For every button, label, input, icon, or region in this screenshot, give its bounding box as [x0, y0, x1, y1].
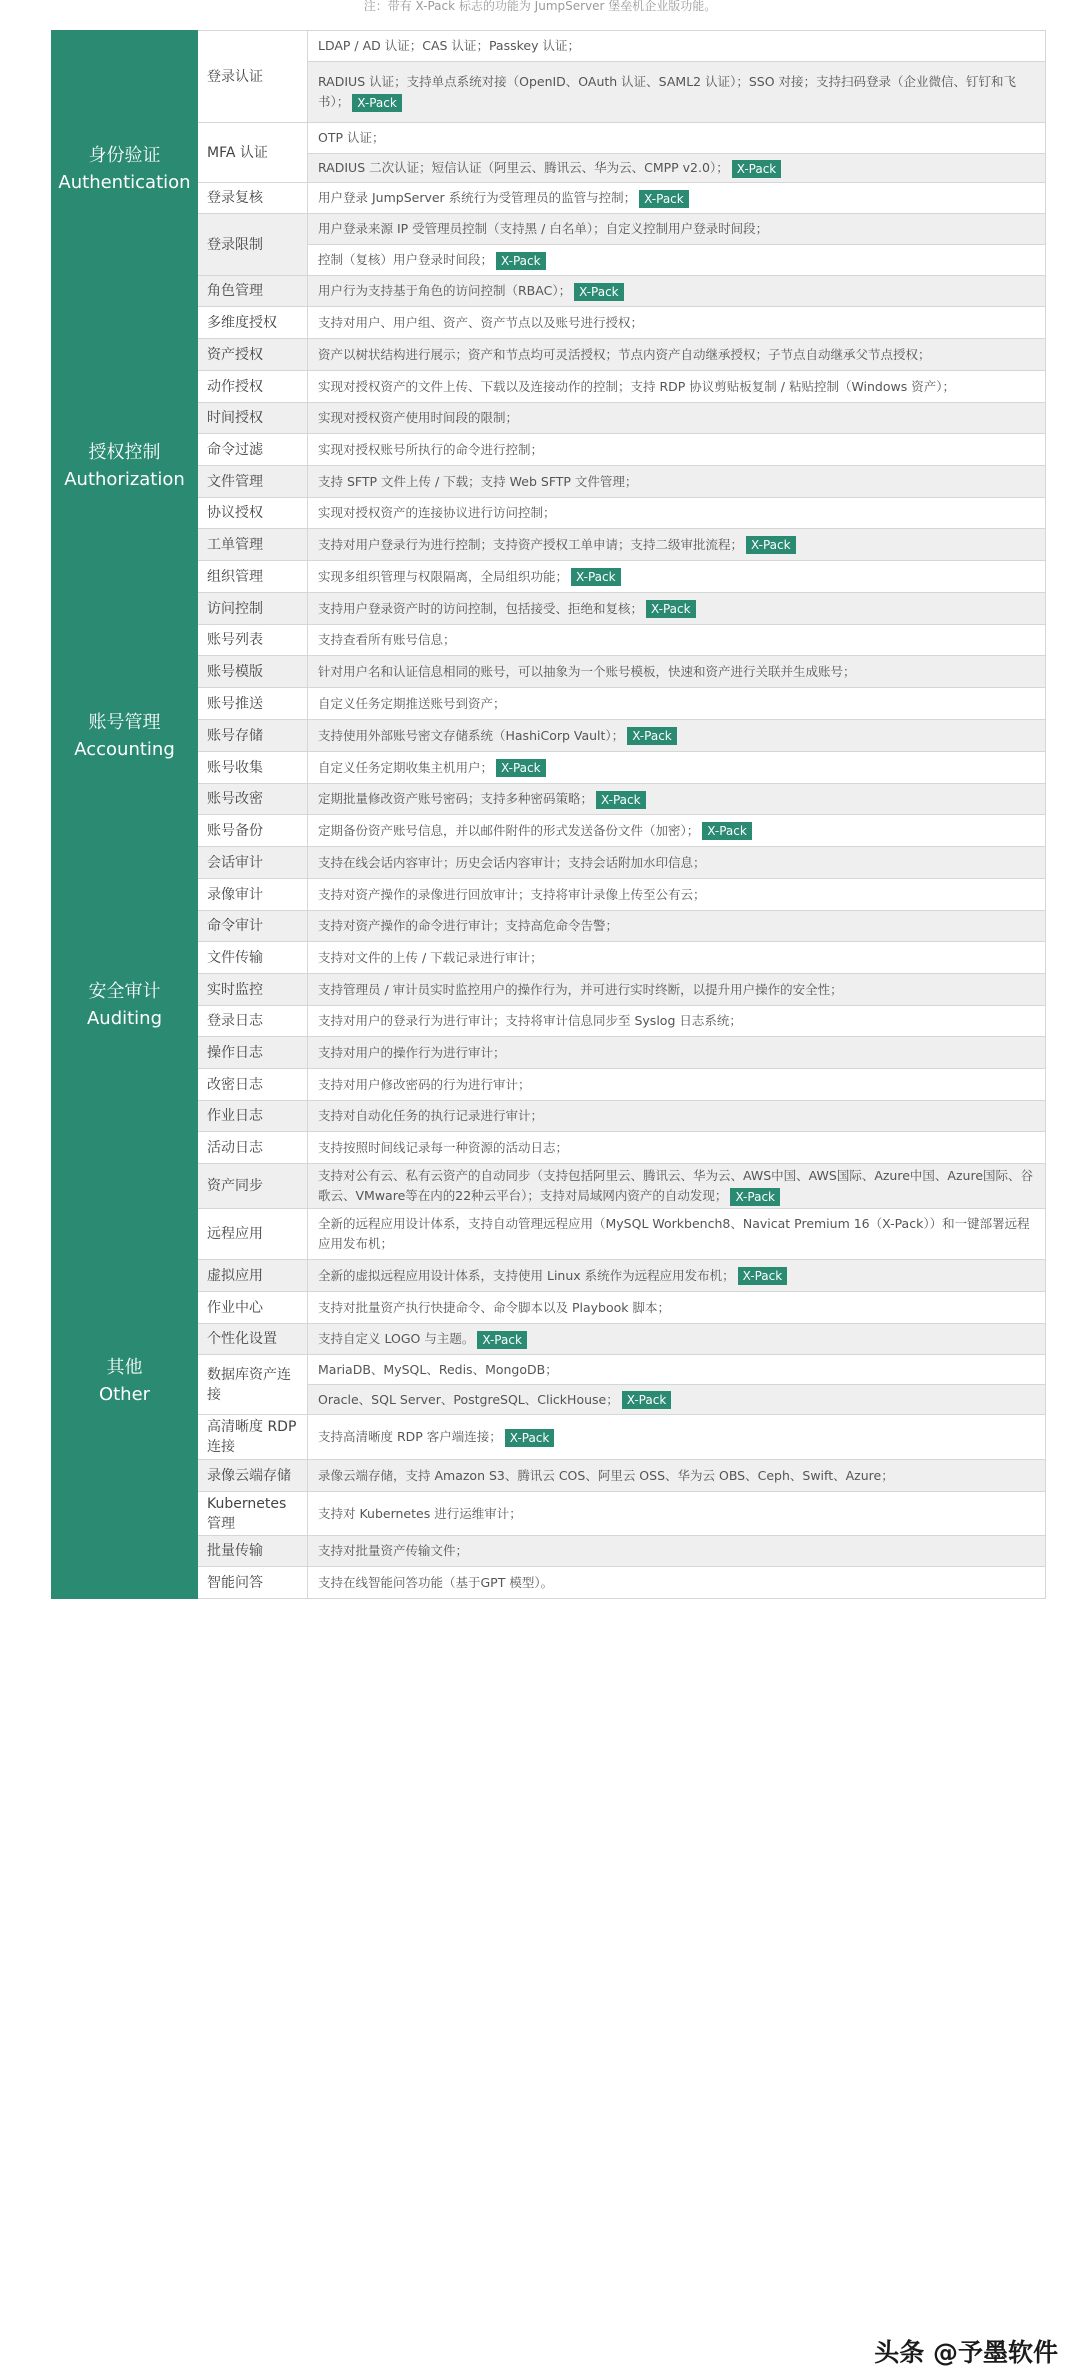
description-text: 实现对授权资产的连接协议进行访问控制；	[318, 505, 556, 520]
category-cn-label: 其他	[106, 1357, 143, 1378]
feature-description	[308, 752, 1046, 784]
table-row	[52, 593, 1046, 625]
table-row	[52, 974, 1046, 1006]
feature-description	[308, 593, 1046, 625]
feature-description	[308, 1492, 1046, 1536]
description-text: 支持按照时间线记录每一种资源的活动日志；	[318, 1139, 569, 1155]
description-text: 支持使用外部账号密文存储系统（HashiCorp Vault）；	[318, 727, 625, 743]
description-text: 支持对文件的上传 / 下载记录进行审计；	[318, 949, 543, 965]
table-row	[52, 784, 1046, 815]
feature-description	[308, 688, 1046, 720]
sub-login-review: 登录复核	[198, 183, 308, 214]
table-row	[52, 656, 1046, 688]
table-row	[52, 276, 1046, 307]
xpack-badge: X-Pack	[622, 1391, 672, 1409]
xpack-note: 注：带有 X-Pack 标志的功能为 JumpServer 堡垒机企业版功能。	[363, 0, 717, 13]
table-row	[52, 1132, 1046, 1164]
feature-description	[308, 815, 1046, 847]
description-text: OTP 认证；	[318, 130, 385, 145]
sub-hd-rdp: 高清晰度 RDP 连接	[198, 1415, 308, 1460]
description-text: 支持管理员 / 审计员实时监控用户的操作行为，并可进行实时终断，以提升用户操作的安全性；	[318, 981, 843, 997]
xpack-badge: X-Pack	[571, 568, 621, 586]
sub-ticket-mgmt: 工单管理	[198, 529, 308, 561]
description-text: 用户登录来源 IP 受管理员控制（支持黑 / 白名单）；自定义控制用户登录时间段；	[318, 221, 769, 236]
table-row	[52, 1492, 1046, 1536]
feature-description	[308, 1006, 1046, 1037]
xpack-badge: X-Pack	[496, 759, 546, 777]
table-row	[52, 1164, 1046, 1209]
xpack-badge: X-Pack	[730, 1188, 780, 1206]
description-text: 全新的远程应用设计体系，支持自动管理远程应用（MySQL Workbench8、Navicat Premium 16（X-Pack））和一键部署远程应用发布机；	[318, 1216, 1030, 1251]
feature-description	[308, 625, 1046, 656]
description-text: 支持对资产操作的命令进行审计；支持高危命令告警；	[318, 918, 619, 933]
description-text: 实现对授权账号所执行的命令进行控制；	[318, 441, 544, 457]
description-text: 实现多组织管理与权限隔离，全局组织功能；	[318, 568, 569, 584]
description-text: 支持 SFTP 文件上传 / 下载；支持 Web SFTP 文件管理；	[318, 473, 638, 489]
table-row	[52, 847, 1046, 879]
sub-job-center: 作业中心	[198, 1292, 308, 1324]
description-text: 支持高清晰度 RDP 客户端连接；	[318, 1429, 502, 1444]
description-text: 支持对 Kubernetes 进行运维审计；	[318, 1505, 522, 1521]
description-text: 支持对用户修改密码的行为进行审计；	[318, 1076, 531, 1092]
description-text: 支持对批量资产执行快捷命令、命令脚本以及 Playbook 脚本；	[318, 1299, 670, 1315]
description-text: 支持对用户的登录行为进行审计；支持将审计信息同步至 Syslog 日志系统；	[318, 1013, 742, 1028]
feature-description	[308, 1567, 1046, 1599]
feature-description	[308, 307, 1046, 339]
feature-description	[308, 123, 1046, 154]
category-cn-label: 安全审计	[88, 981, 161, 1002]
xpack-badge: X-Pack	[738, 1267, 788, 1285]
feature-description	[308, 245, 1046, 276]
feature-description	[308, 154, 1046, 183]
description-text: MariaDB、MySQL、Redis、MongoDB；	[318, 1361, 558, 1377]
category-cn-label: 账号管理	[88, 711, 161, 733]
table-row	[52, 911, 1046, 942]
feature-table	[51, 30, 1046, 1599]
xpack-badge: X-Pack	[477, 1331, 527, 1349]
sub-activity-log: 活动日志	[198, 1132, 308, 1164]
table-row	[52, 529, 1046, 561]
feature-description	[308, 1460, 1046, 1492]
description-text: 支持用户登录资产时的访问控制，包括接受、拒绝和复核；	[318, 600, 644, 616]
table-row	[52, 31, 1046, 62]
table-row	[52, 1037, 1046, 1069]
table-row	[52, 307, 1046, 339]
feature-description	[308, 847, 1046, 879]
description-text: Oracle、SQL Server、PostgreSQL、ClickHouse；	[318, 1391, 619, 1407]
description-text: 支持查看所有账号信息；	[318, 632, 456, 647]
cat-accounting	[52, 625, 198, 847]
category-cn-label: 身份验证	[88, 144, 161, 166]
xpack-badge: X-Pack	[732, 160, 782, 178]
table-row	[52, 1006, 1046, 1037]
table-row	[52, 1292, 1046, 1324]
table-row	[52, 752, 1046, 784]
sub-cloud-storage: 录像云端存储	[198, 1460, 308, 1492]
description-text: 录像云端存储，支持 Amazon S3、腾讯云 COS、阿里云 OSS、华为云 OBS、Ceph、Swift、Azure；	[318, 1467, 894, 1483]
table-row	[52, 625, 1046, 656]
cat-authorization	[52, 307, 198, 625]
feature-description	[308, 656, 1046, 688]
table-row	[52, 879, 1046, 911]
feature-description	[308, 466, 1046, 498]
sub-account-backup: 账号备份	[198, 815, 308, 847]
cat-other	[52, 1164, 198, 1599]
table-row	[52, 498, 1046, 529]
watermark: 头条 @予墨软件	[874, 2338, 1058, 2367]
category-en-label: Authentication	[58, 171, 191, 193]
sub-asset-auth: 资产授权	[198, 339, 308, 371]
sub-remote-app: 远程应用	[198, 1209, 308, 1260]
feature-description	[308, 1037, 1046, 1069]
description-text: 全新的虚拟远程应用设计体系，支持使用 Linux 系统作为远程应用发布机；	[318, 1267, 735, 1283]
category-en-label: Auditing	[86, 1008, 163, 1029]
sub-file-mgmt: 文件管理	[198, 466, 308, 498]
sub-login-limit: 登录限制	[198, 214, 308, 276]
description-text: RADIUS 二次认证；短信认证（阿里云、腾讯云、华为云、CMPP v2.0）；	[318, 160, 729, 175]
feature-description	[308, 31, 1046, 62]
sub-access-ctrl: 访问控制	[198, 593, 308, 625]
feature-description	[308, 1132, 1046, 1164]
description-text: 支持对用户、用户组、资产、资产节点以及账号进行授权；	[318, 314, 644, 330]
xpack-badge: X-Pack	[746, 536, 796, 554]
description-text: 控制（复核）用户登录时间段；	[318, 252, 494, 267]
sub-asset-sync: 资产同步	[198, 1164, 308, 1209]
feature-description	[308, 1292, 1046, 1324]
xpack-badge: X-Pack	[596, 791, 646, 809]
xpack-badge: X-Pack	[352, 94, 402, 112]
table-row	[52, 1209, 1046, 1260]
sub-session-audit: 会话审计	[198, 847, 308, 879]
sub-file-transfer: 文件传输	[198, 942, 308, 974]
sub-time-auth: 时间授权	[198, 403, 308, 434]
xpack-badge: X-Pack	[702, 822, 752, 840]
sub-pw-log: 改密日志	[198, 1069, 308, 1101]
feature-description	[308, 498, 1046, 529]
category-en-label: Other	[98, 1384, 151, 1405]
feature-description	[308, 214, 1046, 245]
sub-op-log: 操作日志	[198, 1037, 308, 1069]
feature-description	[308, 1101, 1046, 1132]
xpack-badge: X-Pack	[496, 252, 546, 270]
table-row	[52, 1415, 1046, 1460]
sub-cmd-filter: 命令过滤	[198, 434, 308, 466]
feature-description	[308, 1164, 1046, 1209]
feature-description	[308, 339, 1046, 371]
feature-description	[308, 371, 1046, 403]
feature-description	[308, 403, 1046, 434]
description-text: 支持在线智能问答功能（基于GPT 模型）。	[318, 1574, 554, 1590]
sub-replay-audit: 录像审计	[198, 879, 308, 911]
table-row	[52, 561, 1046, 593]
sub-multi-auth: 多维度授权	[198, 307, 308, 339]
sub-role-mgmt: 角色管理	[198, 276, 308, 307]
xpack-badge: X-Pack	[505, 1429, 555, 1447]
cat-auditing	[52, 847, 198, 1164]
description-text: 支持对用户登录行为进行控制；支持资产授权工单申请；支持二级审批流程；	[318, 536, 744, 552]
sub-account-push: 账号推送	[198, 688, 308, 720]
feature-description	[308, 1324, 1046, 1355]
sub-account-change-pw: 账号改密	[198, 784, 308, 815]
sub-live-monitor: 实时监控	[198, 974, 308, 1006]
sub-ai-qa: 智能问答	[198, 1567, 308, 1599]
description-text: 定期备份资产账号信息，并以邮件附件的形式发送备份文件（加密）；	[318, 822, 700, 838]
table-row	[52, 1355, 1046, 1385]
table-row	[52, 434, 1046, 466]
table-row	[52, 1536, 1046, 1567]
description-text: 支持对用户的操作行为进行审计；	[318, 1044, 506, 1060]
description-text: LDAP / AD 认证；CAS 认证；Passkey 认证；	[318, 38, 580, 53]
description-text: 用户行为支持基于角色的访问控制（RBAC）；	[318, 283, 572, 298]
feature-description	[308, 1209, 1046, 1260]
sub-protocol-auth: 协议授权	[198, 498, 308, 529]
feature-description	[308, 974, 1046, 1006]
table-row	[52, 371, 1046, 403]
feature-description	[308, 434, 1046, 466]
table-row	[52, 123, 1046, 154]
description-text: 支持自定义 LOGO 与主题。	[318, 1331, 475, 1346]
cat-authentication	[52, 31, 198, 307]
table-row	[52, 1260, 1046, 1292]
feature-description	[308, 784, 1046, 815]
table-row	[52, 466, 1046, 498]
sub-account-template: 账号模版	[198, 656, 308, 688]
description-text: 用户登录 JumpServer 系统行为受管理员的监管与控制；	[318, 190, 637, 205]
category-cn-label: 授权控制	[88, 441, 161, 463]
sub-virtual-app: 虚拟应用	[198, 1260, 308, 1292]
table-row	[52, 688, 1046, 720]
sub-account-store: 账号存储	[198, 720, 308, 752]
sub-kubernetes: Kubernetes管理	[198, 1492, 308, 1536]
category-en-label: Authorization	[64, 468, 185, 490]
category-en-label: Accounting	[74, 738, 175, 760]
feature-description	[308, 529, 1046, 561]
table-row	[52, 1324, 1046, 1355]
feature-description	[308, 276, 1046, 307]
sub-login-log: 登录日志	[198, 1006, 308, 1037]
sub-mfa: MFA 认证	[198, 123, 308, 183]
xpack-badge: X-Pack	[639, 190, 689, 208]
table-row	[52, 1069, 1046, 1101]
table-row	[52, 403, 1046, 434]
table-row	[52, 942, 1046, 974]
description-text: 支持对公有云、私有云资产的自动同步（支持包括阿里云、腾讯云、华为云、AWS中国、AWS国际、Azure中国、Azure国际、谷歌云、VMware等在内的22种云平台）；支持对局域网内资产的自动发现；	[318, 1168, 1034, 1203]
table-row	[52, 1567, 1046, 1599]
feature-description	[308, 1069, 1046, 1101]
description-text: 支持对资产操作的录像进行回放审计；支持将审计录像上传至公有云；	[318, 886, 706, 902]
sub-account-list: 账号列表	[198, 625, 308, 656]
feature-description	[308, 183, 1046, 214]
description-text: 支持对自动化任务的执行记录进行审计；	[318, 1108, 544, 1123]
table-row	[52, 1460, 1046, 1492]
table-row	[52, 720, 1046, 752]
table-row	[52, 339, 1046, 371]
feature-description	[308, 1536, 1046, 1567]
table-row	[52, 815, 1046, 847]
sub-account-collect: 账号收集	[198, 752, 308, 784]
feature-description	[308, 911, 1046, 942]
sub-login-auth: 登录认证	[198, 31, 308, 123]
description-text: 实现对授权资产使用时间段的限制；	[318, 410, 519, 425]
description-text: 支持对批量资产传输文件；	[318, 1543, 469, 1558]
sub-action-auth: 动作授权	[198, 371, 308, 403]
description-text: 针对用户名和认证信息相同的账号，可以抽象为一个账号模板，快速和资产进行关联并生成账号；	[318, 663, 856, 679]
feature-description	[308, 1355, 1046, 1385]
feature-description	[308, 62, 1046, 123]
feature-description	[308, 879, 1046, 911]
feature-description	[308, 561, 1046, 593]
xpack-badge: X-Pack	[627, 727, 677, 745]
feature-description	[308, 1385, 1046, 1415]
description-text: RADIUS 认证；支持单点系统对接（OpenID、OAuth 认证、SAML2 认证）；SSO 对接；支持扫码登录（企业微信、钉钉和飞书）；	[318, 74, 1017, 109]
table-row	[52, 1101, 1046, 1132]
sub-batch-transfer: 批量传输	[198, 1536, 308, 1567]
description-text: 自定义任务定期推送账号到资产；	[318, 695, 506, 711]
description-text: 支持在线会话内容审计；历史会话内容审计；支持会话附加水印信息；	[318, 854, 706, 870]
description-text: 自定义任务定期收集主机用户；	[318, 759, 494, 775]
sub-db-connect: 数据库资产连接	[198, 1355, 308, 1415]
sub-cmd-audit: 命令审计	[198, 911, 308, 942]
description-text: 定期批量修改资产账号密码；支持多种密码策略；	[318, 791, 594, 806]
xpack-badge: X-Pack	[646, 600, 696, 618]
table-row	[52, 214, 1046, 245]
sub-personalize: 个性化设置	[198, 1324, 308, 1355]
sub-job-log: 作业日志	[198, 1101, 308, 1132]
xpack-badge: X-Pack	[574, 283, 624, 301]
feature-description	[308, 720, 1046, 752]
description-text: 实现对授权资产的文件上传、下载以及连接动作的控制；支持 RDP 协议剪贴板复制 / 粘贴控制（Windows 资产）；	[318, 378, 955, 394]
feature-description	[308, 942, 1046, 974]
feature-description	[308, 1415, 1046, 1460]
sub-org-mgmt: 组织管理	[198, 561, 308, 593]
table-row	[52, 183, 1046, 214]
description-text: 资产以树状结构进行展示；资产和节点均可灵活授权；节点内资产自动继承授权；子节点自动继承父节点授权；	[318, 346, 931, 362]
feature-description	[308, 1260, 1046, 1292]
